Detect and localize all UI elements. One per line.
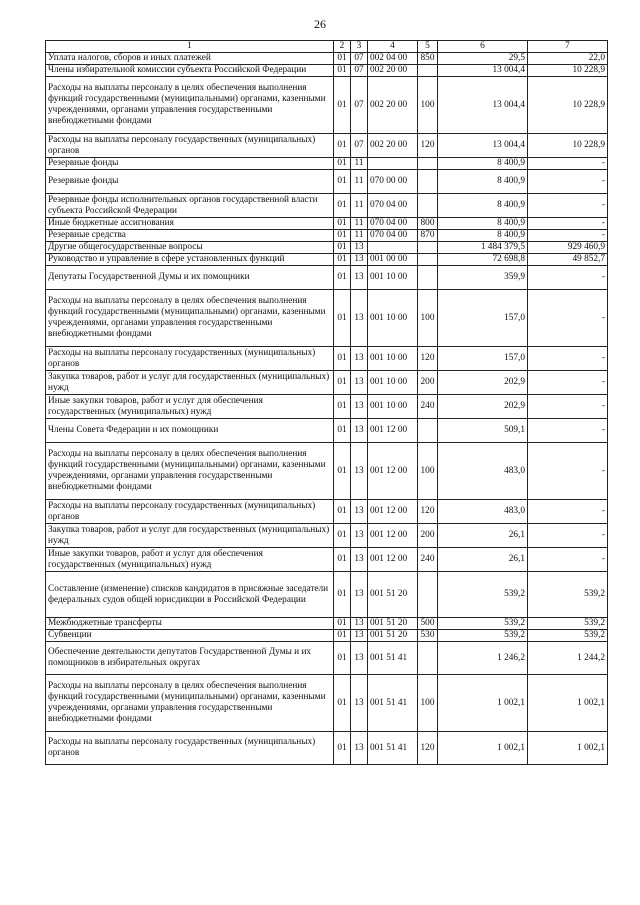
row-section: 01 (334, 443, 351, 500)
row-expense-type (418, 254, 438, 266)
table-row (46, 242, 608, 254)
row-amount-2: - (528, 290, 608, 347)
row-section: 01 (334, 53, 351, 65)
row-expense-type (418, 266, 438, 290)
row-target-code: 001 10 00 (368, 347, 418, 371)
row-target-code: 001 51 41 (368, 642, 418, 675)
row-amount-1: 8 400,9 (438, 194, 528, 218)
row-amount-1: 359,9 (438, 266, 528, 290)
row-amount-1: 1 484 379,5 (438, 242, 528, 254)
row-subsection: 11 (351, 218, 368, 230)
row-amount-2: 10 228,9 (528, 77, 608, 134)
row-section: 01 (334, 630, 351, 642)
row-section: 01 (334, 158, 351, 170)
row-name: Расходы на выплаты персоналу в целях обеспечения выполнения функций государственными (муниципальными) органами, казенными учреждениями, органами управления государственными внебюджетными фондами (46, 77, 334, 134)
row-section: 01 (334, 266, 351, 290)
row-subsection: 11 (351, 194, 368, 218)
row-name: Резервные фонды исполнительных органов государственной власти субъекта Российской Федерации (46, 194, 334, 218)
row-subsection: 07 (351, 134, 368, 158)
row-name: Расходы на выплаты персоналу в целях обеспечения выполнения функций государственными (муниципальными) органами, казенными учреждениями, органами управления государственными внебюджетными фондами (46, 443, 334, 500)
row-subsection: 13 (351, 266, 368, 290)
row-subsection: 13 (351, 290, 368, 347)
row-name: Члены избирательной комиссии субъекта Российской Федерации (46, 65, 334, 77)
row-expense-type: 530 (418, 630, 438, 642)
row-target-code: 070 04 00 (368, 218, 418, 230)
row-subsection: 13 (351, 371, 368, 395)
row-name: Закупка товаров, работ и услуг для государственных (муниципальных) нужд (46, 371, 334, 395)
row-name: Резервные фонды (46, 170, 334, 194)
row-amount-2: - (528, 194, 608, 218)
row-amount-2: 539,2 (528, 618, 608, 630)
row-subsection: 13 (351, 500, 368, 524)
header-col-7: 7 (528, 41, 608, 53)
row-expense-type: 800 (418, 218, 438, 230)
row-amount-1: 8 400,9 (438, 230, 528, 242)
row-target-code: 070 04 00 (368, 194, 418, 218)
row-expense-type (418, 242, 438, 254)
table-row (46, 65, 608, 77)
row-section: 01 (334, 230, 351, 242)
row-name: Расходы на выплаты персоналу в целях обеспечения выполнения функций государственными (муниципальными) органами, казенными учреждениями, органами управления государственными внебюджетными фондами (46, 290, 334, 347)
header-col-6: 6 (438, 41, 528, 53)
row-name: Резервные средства (46, 230, 334, 242)
budget-table (45, 40, 608, 765)
row-name: Члены Совета Федерации и их помощники (46, 419, 334, 443)
header-col-5: 5 (418, 41, 438, 53)
row-section: 01 (334, 194, 351, 218)
row-name: Уплата налогов, сборов и иных платежей (46, 53, 334, 65)
table-row (46, 732, 608, 765)
row-amount-1: 13 004,4 (438, 77, 528, 134)
row-subsection: 07 (351, 65, 368, 77)
row-expense-type (418, 65, 438, 77)
row-amount-1: 539,2 (438, 630, 528, 642)
row-subsection: 11 (351, 170, 368, 194)
row-target-code: 001 51 20 (368, 572, 418, 618)
row-expense-type: 100 (418, 77, 438, 134)
row-subsection: 13 (351, 443, 368, 500)
row-section: 01 (334, 371, 351, 395)
row-expense-type (418, 419, 438, 443)
row-expense-type: 120 (418, 134, 438, 158)
row-target-code: 002 20 00 (368, 77, 418, 134)
row-target-code: 070 00 00 (368, 170, 418, 194)
row-subsection: 07 (351, 77, 368, 134)
row-target-code: 001 12 00 (368, 548, 418, 572)
row-name: Расходы на выплаты персоналу государственных (муниципальных) органов (46, 347, 334, 371)
row-name: Расходы на выплаты персоналу в целях обеспечения выполнения функций государственными (муниципальными) органами, казенными учреждениями, органами управления государственными внебюджетными фондами (46, 675, 334, 732)
row-section: 01 (334, 218, 351, 230)
row-section: 01 (334, 675, 351, 732)
row-amount-2: - (528, 230, 608, 242)
row-amount-1: 483,0 (438, 500, 528, 524)
table-row (46, 675, 608, 732)
row-expense-type: 850 (418, 53, 438, 65)
row-target-code: 001 51 20 (368, 630, 418, 642)
table-row (46, 524, 608, 548)
row-name: Расходы на выплаты персоналу государственных (муниципальных) органов (46, 134, 334, 158)
table-row (46, 77, 608, 134)
row-target-code: 001 10 00 (368, 371, 418, 395)
row-expense-type: 100 (418, 443, 438, 500)
header-col-4: 4 (368, 41, 418, 53)
row-amount-1: 539,2 (438, 618, 528, 630)
row-subsection: 07 (351, 53, 368, 65)
row-expense-type (418, 194, 438, 218)
row-section: 01 (334, 642, 351, 675)
row-subsection: 13 (351, 395, 368, 419)
row-expense-type: 500 (418, 618, 438, 630)
row-subsection: 11 (351, 158, 368, 170)
row-name: Расходы на выплаты персоналу государственных (муниципальных) органов (46, 500, 334, 524)
table-row (46, 254, 608, 266)
row-name: Обеспечение деятельности депутатов Государственной Думы и их помощников в избирательных округах (46, 642, 334, 675)
row-amount-1: 72 698,8 (438, 254, 528, 266)
row-expense-type: 120 (418, 732, 438, 765)
row-section: 01 (334, 419, 351, 443)
row-target-code: 070 04 00 (368, 230, 418, 242)
header-row (46, 41, 608, 53)
table-row (46, 572, 608, 618)
row-subsection: 13 (351, 618, 368, 630)
header-col-3: 3 (351, 41, 368, 53)
row-subsection: 13 (351, 548, 368, 572)
table-row (46, 395, 608, 419)
row-section: 01 (334, 548, 351, 572)
row-amount-1: 483,0 (438, 443, 528, 500)
table-row (46, 500, 608, 524)
row-amount-2: 10 228,9 (528, 134, 608, 158)
row-expense-type (418, 158, 438, 170)
row-name: Депутаты Государственной Думы и их помощники (46, 266, 334, 290)
row-name: Другие общегосударственные вопросы (46, 242, 334, 254)
row-amount-2: 1 002,1 (528, 675, 608, 732)
row-subsection: 13 (351, 572, 368, 618)
row-amount-1: 13 004,4 (438, 134, 528, 158)
row-name: Иные бюджетные ассигнования (46, 218, 334, 230)
row-target-code: 002 20 00 (368, 134, 418, 158)
row-amount-2: 929 460,9 (528, 242, 608, 254)
row-amount-2: 49 852,7 (528, 254, 608, 266)
row-section: 01 (334, 732, 351, 765)
row-subsection: 13 (351, 242, 368, 254)
row-amount-1: 157,0 (438, 347, 528, 371)
row-section: 01 (334, 65, 351, 77)
row-subsection: 13 (351, 732, 368, 765)
row-name: Закупка товаров, работ и услуг для государственных (муниципальных) нужд (46, 524, 334, 548)
row-expense-type: 120 (418, 347, 438, 371)
row-amount-2: - (528, 347, 608, 371)
row-name: Иные закупки товаров, работ и услуг для обеспечения государственных (муниципальных) нужд (46, 548, 334, 572)
row-target-code (368, 158, 418, 170)
row-section: 01 (334, 395, 351, 419)
row-amount-2: - (528, 524, 608, 548)
row-subsection: 13 (351, 254, 368, 266)
table-row (46, 290, 608, 347)
row-section: 01 (334, 254, 351, 266)
row-section: 01 (334, 290, 351, 347)
row-amount-2: 10 228,9 (528, 65, 608, 77)
row-target-code: 001 12 00 (368, 419, 418, 443)
page-number: 26 (314, 17, 326, 31)
table-row (46, 53, 608, 65)
row-target-code: 001 51 41 (368, 675, 418, 732)
row-amount-2: 22,0 (528, 53, 608, 65)
row-amount-1: 202,9 (438, 371, 528, 395)
row-amount-1: 29,5 (438, 53, 528, 65)
row-expense-type: 100 (418, 290, 438, 347)
row-section: 01 (334, 77, 351, 134)
table-row (46, 548, 608, 572)
row-amount-1: 13 004,4 (438, 65, 528, 77)
row-amount-2: - (528, 395, 608, 419)
row-name: Межбюджетные трансферты (46, 618, 334, 630)
row-target-code: 001 10 00 (368, 395, 418, 419)
row-expense-type: 200 (418, 524, 438, 548)
row-amount-2: - (528, 500, 608, 524)
row-expense-type: 240 (418, 548, 438, 572)
row-amount-2: 539,2 (528, 630, 608, 642)
row-amount-1: 157,0 (438, 290, 528, 347)
row-target-code: 002 20 00 (368, 65, 418, 77)
row-expense-type: 200 (418, 371, 438, 395)
row-target-code: 001 10 00 (368, 266, 418, 290)
row-amount-2: - (528, 170, 608, 194)
row-name: Расходы на выплаты персоналу государственных (муниципальных) органов (46, 732, 334, 765)
row-target-code: 001 12 00 (368, 443, 418, 500)
row-target-code: 001 10 00 (368, 290, 418, 347)
row-amount-2: - (528, 548, 608, 572)
row-section: 01 (334, 618, 351, 630)
table-row (46, 170, 608, 194)
row-amount-2: - (528, 218, 608, 230)
row-amount-2: - (528, 443, 608, 500)
table-row (46, 158, 608, 170)
row-target-code: 001 00 00 (368, 254, 418, 266)
row-name: Руководство и управление в сфере установленных функций (46, 254, 334, 266)
table-row (46, 134, 608, 158)
table-row (46, 618, 608, 630)
row-expense-type: 240 (418, 395, 438, 419)
table-row (46, 443, 608, 500)
row-amount-1: 1 246,2 (438, 642, 528, 675)
row-section: 01 (334, 500, 351, 524)
row-target-code: 001 51 20 (368, 618, 418, 630)
row-amount-2: 539,2 (528, 572, 608, 618)
row-amount-2: - (528, 419, 608, 443)
table-row (46, 194, 608, 218)
row-amount-2: - (528, 371, 608, 395)
row-amount-1: 539,2 (438, 572, 528, 618)
table-row (46, 218, 608, 230)
row-target-code: 001 12 00 (368, 500, 418, 524)
row-amount-2: - (528, 158, 608, 170)
row-expense-type (418, 170, 438, 194)
row-subsection: 13 (351, 630, 368, 642)
row-expense-type: 870 (418, 230, 438, 242)
row-subsection: 13 (351, 642, 368, 675)
row-target-code (368, 242, 418, 254)
row-name: Субвенции (46, 630, 334, 642)
row-amount-1: 1 002,1 (438, 675, 528, 732)
row-amount-1: 8 400,9 (438, 170, 528, 194)
table-row (46, 266, 608, 290)
row-expense-type (418, 572, 438, 618)
row-section: 01 (334, 347, 351, 371)
table-row (46, 347, 608, 371)
row-expense-type: 120 (418, 500, 438, 524)
row-subsection: 13 (351, 524, 368, 548)
row-amount-1: 26,1 (438, 548, 528, 572)
table-row (46, 630, 608, 642)
row-section: 01 (334, 572, 351, 618)
row-section: 01 (334, 134, 351, 158)
row-section: 01 (334, 170, 351, 194)
row-expense-type: 100 (418, 675, 438, 732)
row-subsection: 11 (351, 230, 368, 242)
row-amount-1: 26,1 (438, 524, 528, 548)
row-amount-2: - (528, 266, 608, 290)
row-amount-1: 1 002,1 (438, 732, 528, 765)
row-amount-1: 8 400,9 (438, 218, 528, 230)
table-row (46, 230, 608, 242)
row-amount-2: 1 244,2 (528, 642, 608, 675)
row-amount-1: 202,9 (438, 395, 528, 419)
row-section: 01 (334, 524, 351, 548)
row-subsection: 13 (351, 675, 368, 732)
row-name: Иные закупки товаров, работ и услуг для обеспечения государственных (муниципальных) нужд (46, 395, 334, 419)
header-col-2: 2 (334, 41, 351, 53)
row-subsection: 13 (351, 347, 368, 371)
row-target-code: 001 12 00 (368, 524, 418, 548)
table-row (46, 419, 608, 443)
row-amount-1: 509,1 (438, 419, 528, 443)
row-target-code: 002 04 00 (368, 53, 418, 65)
table-row (46, 371, 608, 395)
row-target-code: 001 51 41 (368, 732, 418, 765)
table-row (46, 642, 608, 675)
row-name: Составление (изменение) списков кандидатов в присяжные заседатели федеральных судов общей юрисдикции в Российской Федерации (46, 572, 334, 618)
row-amount-2: 1 002,1 (528, 732, 608, 765)
header-col-1: 1 (46, 41, 334, 53)
row-name: Резервные фонды (46, 158, 334, 170)
row-section: 01 (334, 242, 351, 254)
row-expense-type (418, 642, 438, 675)
row-subsection: 13 (351, 419, 368, 443)
row-amount-1: 8 400,9 (438, 158, 528, 170)
